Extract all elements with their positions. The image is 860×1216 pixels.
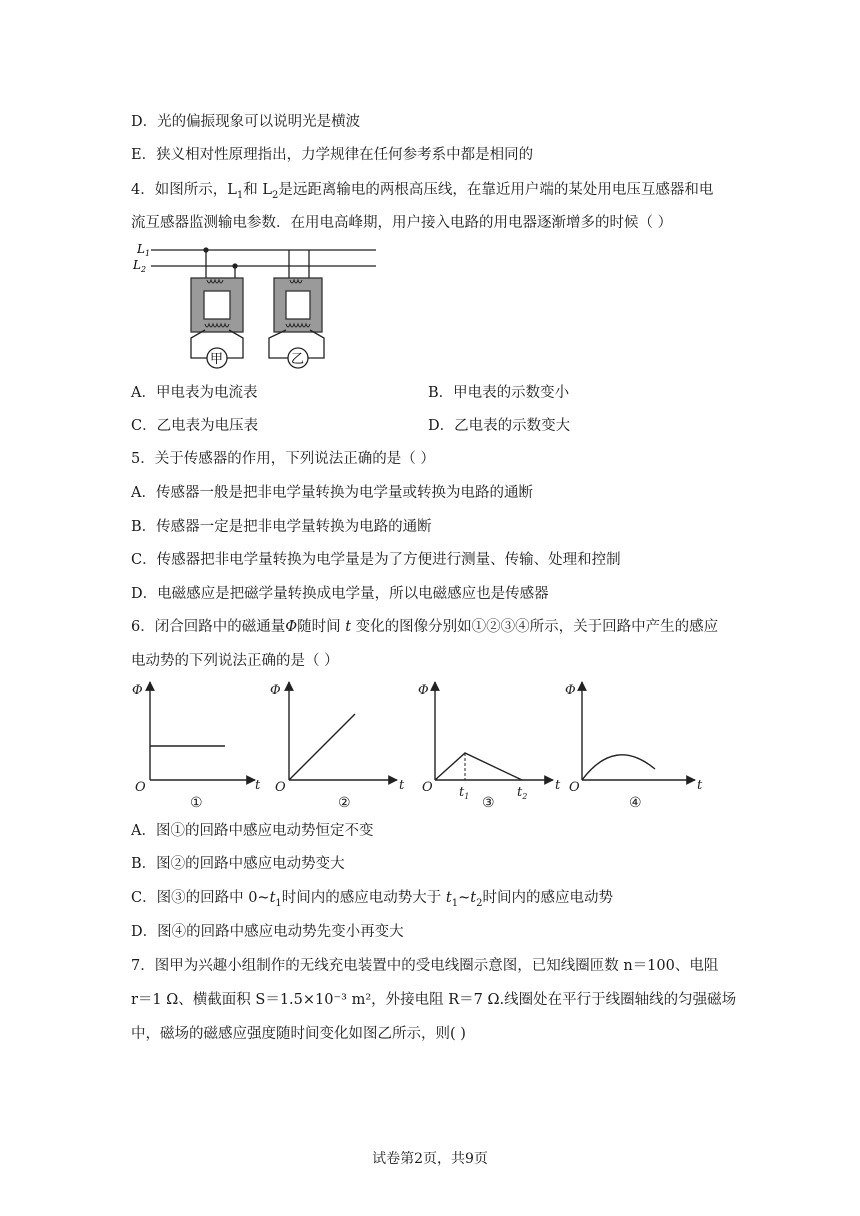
g4-origin-label: O — [569, 780, 580, 795]
q6-stem-line1: 6．闭合回路中的磁通量Φ随时间 t 变化的图像分别如①②③④所示，关于回路中产生的感应 — [131, 619, 719, 635]
page-footer: 试卷第2页，共9页 — [372, 1151, 488, 1167]
q6-flux-graphs — [125, 676, 715, 811]
l2-label: $L_2$ — [133, 258, 147, 274]
q5-stem: 5．关于传感器的作用，下列说法正确的是（ ） — [131, 451, 435, 467]
g3-origin-label: O — [422, 780, 433, 795]
g3-t-label: t — [555, 778, 561, 793]
g3-phi-label: Φ — [418, 683, 429, 698]
l1-label: $L_1$ — [137, 242, 151, 258]
graph-label-3: ③ — [482, 795, 495, 811]
g2-origin-label: O — [275, 780, 286, 795]
g1-origin-label: O — [135, 780, 146, 795]
g4-t-label: t — [697, 778, 703, 793]
q4-transformer-diagram — [131, 240, 381, 370]
g1-t-label: t — [255, 778, 261, 793]
q3-option-d: D．光的偏振现象可以说明光是横波 — [131, 114, 361, 130]
q5-option-c: C．传感器把非电学量转换为电学量是为了方便进行测量、传输、处理和控制 — [131, 552, 621, 568]
q5-option-a: A．传感器一般是把非电学量转换为电学量或转换为电路的通断 — [131, 485, 533, 501]
q4-option-c: C．乙电表为电压表 — [131, 418, 259, 434]
q4-stem-line2: 流互感器监测输电参数．在用电高峰期，用户接入电路的用电器逐渐增多的时候（ ） — [131, 215, 673, 231]
meter-yi-label: 乙 — [291, 352, 305, 367]
q7-stem-line3: 中，磁场的磁感应强度随时间变化如图乙所示，则( ) — [131, 1026, 466, 1042]
g2-t-label: t — [399, 778, 405, 793]
q6-option-d: D．图④的回路中感应电动势先变小再变大 — [131, 924, 404, 940]
q5-option-d: D．电磁感应是把磁学量转换成电学量，所以电磁感应也是传感器 — [131, 586, 549, 602]
q6-option-a: A．图①的回路中感应电动势恒定不变 — [131, 823, 374, 839]
g3-t1-label: $t_1$ — [459, 785, 470, 801]
q4-option-b: B．甲电表的示数变小 — [428, 385, 570, 401]
g2-phi-label: Φ — [270, 683, 281, 698]
q5-option-b: B．传感器一定是把非电学量转换为电路的通断 — [131, 519, 432, 535]
meter-jia-label: 甲 — [210, 352, 224, 367]
graph-label-4: ④ — [629, 795, 642, 811]
q4-option-d: D．乙电表的示数变大 — [428, 418, 571, 434]
q4-stem-line1: 4．如图所示，$L_1$和 $L_2$是远距离输电的两根高压线，在靠近用户端的某处用电压互感器和电 — [131, 182, 714, 201]
g4-phi-label: Φ — [565, 683, 576, 698]
q7-stem-line1: 7．图甲为兴趣小组制作的无线充电装置中的受电线圈示意图，已知线圈匝数 n＝100、电阻 — [131, 958, 719, 974]
g1-phi-label: Φ — [132, 683, 143, 698]
graph-label-1: ① — [190, 795, 203, 811]
graph-label-2: ② — [338, 795, 351, 811]
q6-option-b: B．图②的回路中感应电动势变大 — [131, 856, 345, 872]
q4-option-a: A．甲电表为电流表 — [131, 385, 258, 401]
q3-option-e: E．狭义相对性原理指出，力学规律在任何参考系中都是相同的 — [131, 147, 534, 163]
g3-t2-label: $t_2$ — [517, 785, 528, 801]
q7-stem-line2: r＝1 Ω、横截面积 S＝1.5×10⁻³ m²，外接电阻 R＝7 Ω.线圈处在平行于线圈轴线的匀强磁场 — [131, 992, 737, 1008]
q6-stem-line2: 电动势的下列说法正确的是（ ） — [131, 653, 339, 669]
q6-option-c: C．图③的回路中 $0\sim t_1$时间内的感应电动势大于 $t_1\sim t_2$时间内的感应电动势 — [131, 890, 613, 909]
